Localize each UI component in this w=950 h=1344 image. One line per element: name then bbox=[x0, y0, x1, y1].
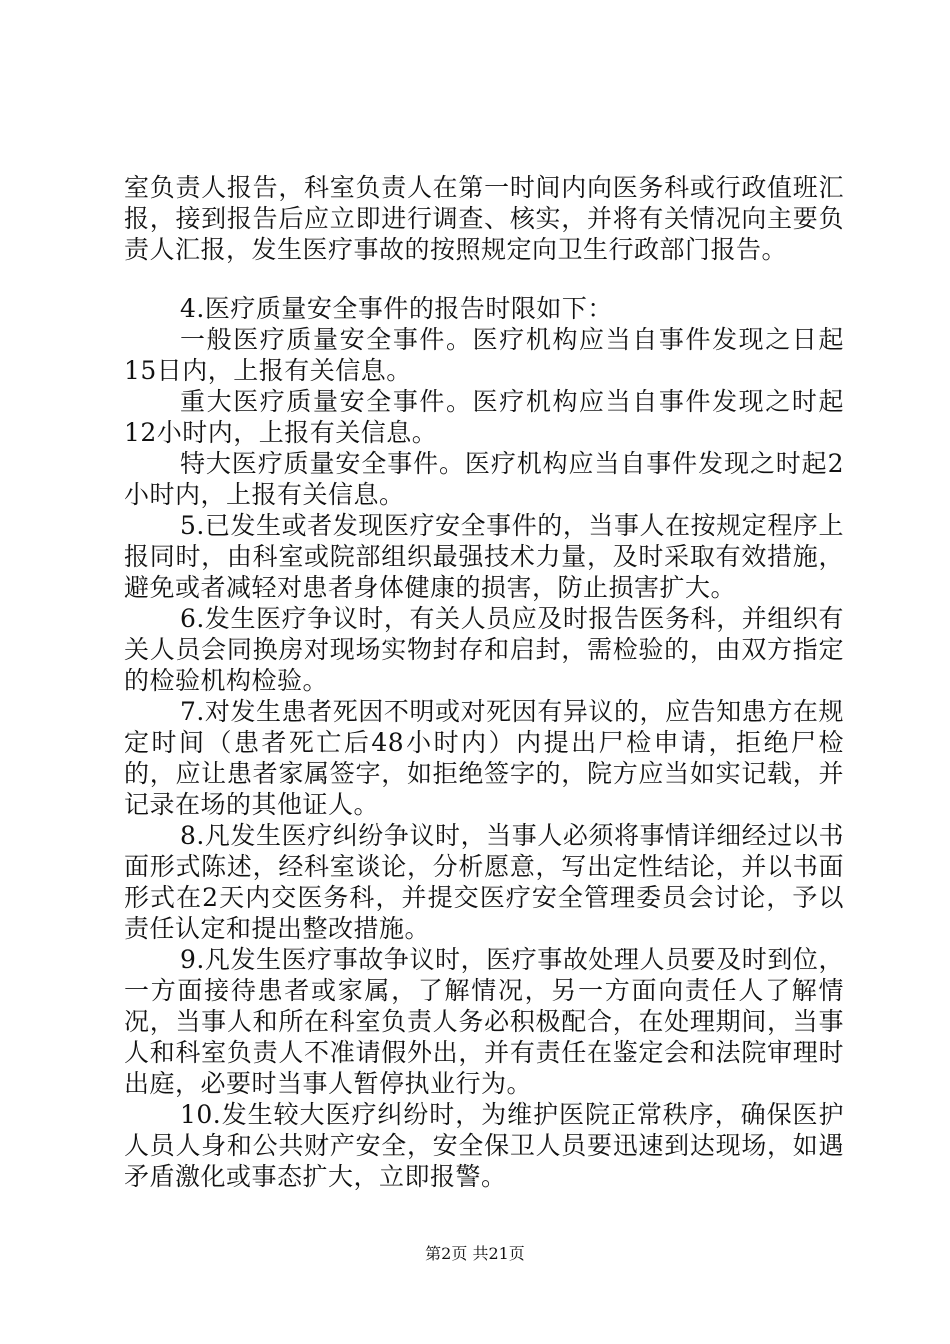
paragraph-general-event: 一般医疗质量安全事件。医疗机构应当自事件发现之日起15日内，上报有关信息。 bbox=[124, 325, 844, 385]
paragraph-major-event: 重大医疗质量安全事件。医疗机构应当自事件发现之时起12小时内，上报有关信息。 bbox=[124, 387, 844, 447]
page-footer bbox=[0, 1244, 950, 1264]
paragraph-continuation: 室负责人报告，科室负责人在第一时间内向医务科或行政值班汇报，接到报告后应立即进行调查、核实，并将有关情况向主要负责人汇报，发生医疗事故的按照规定向卫生行政部门报告。 bbox=[124, 173, 844, 264]
paragraph-item-7: 7.对发生患者死因不明或对死因有异议的，应告知患方在规定时间（患者死亡后48小时内）内提出尸检申请，拒绝尸检的，应让患者家属签字，如拒绝签字的，院方应当如实记载，并记录在场的其他证人。 bbox=[124, 697, 844, 819]
paragraph-item-8: 8.凡发生医疗纠纷争议时，当事人必须将事情详细经过以书面形式陈述，经科室谈论，分析愿意，写出定性结论，并以书面形式在2天内交医务科，并提交医疗安全管理委员会讨论，予以责任认定和提出整改措施。 bbox=[124, 821, 844, 943]
paragraph-item-10: 10.发生较大医疗纠纷时，为维护医院正常秩序，确保医护人员人身和公共财产安全，安全保卫人员要迅速到达现场，如遇矛盾激化或事态扩大，立即报警。 bbox=[124, 1100, 844, 1191]
paragraph-item-9: 9.凡发生医疗事故争议时，医疗事故处理人员要及时到位，一方面接待患者或家属，了解情况，另一方面向责任人了解情况，当事人和所在科室负责人务必积极配合，在处理期间，当事人和科室负责人不准请假外出，并有责任在鉴定会和法院审理时出庭，必要时当事人暂停执业行为。 bbox=[124, 945, 844, 1098]
page-number-label: 第2页 共21页 bbox=[425, 1244, 525, 1263]
paragraph-item-6: 6.发生医疗争议时，有关人员应及时报告医务科，并组织有关人员会同换房对现场实物封存和启封，需检验的，由双方指定的检验机构检验。 bbox=[124, 604, 844, 695]
paragraph-item-4: 4.医疗质量安全事件的报告时限如下： bbox=[180, 294, 613, 323]
paragraph-severe-event: 特大医疗质量安全事件。医疗机构应当自事件发现之时起2小时内，上报有关信息。 bbox=[124, 449, 844, 509]
paragraph-item-5: 5.已发生或者发现医疗安全事件的，当事人在按规定程序上报同时，由科室或院部组织最强技术力量，及时采取有效措施，避免或者减轻对患者身体健康的损害，防止损害扩大。 bbox=[124, 511, 844, 602]
document-body bbox=[124, 172, 844, 1192]
